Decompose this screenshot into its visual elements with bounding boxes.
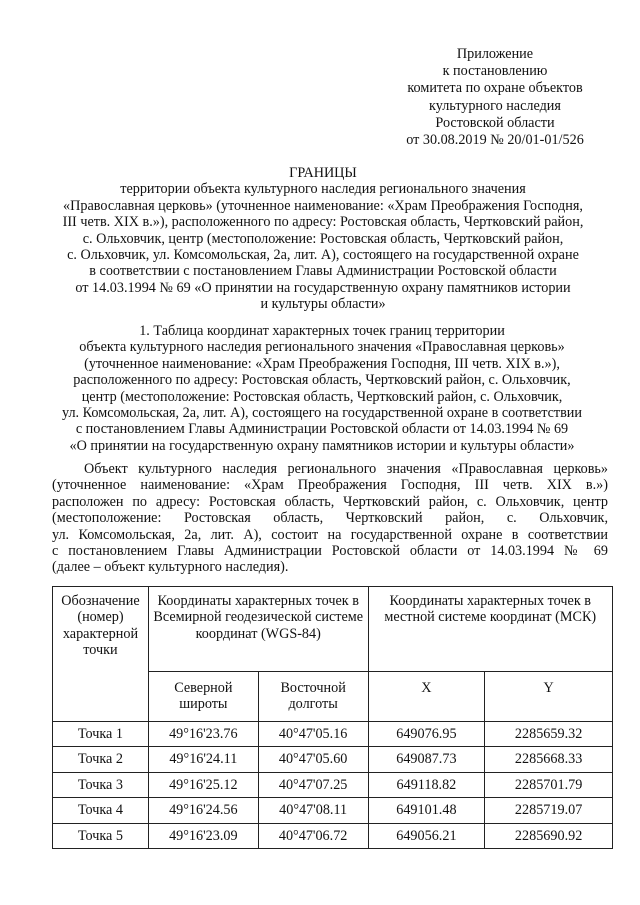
point-cell: Точка 4 bbox=[53, 798, 149, 823]
x-cell: 649056.21 bbox=[368, 823, 485, 848]
appendix-line: комитета по охране объектов bbox=[407, 80, 583, 97]
borders-line: III четв. XIX в.»), расположенного по адресу: Ростовская область, Чертковский район, bbox=[62, 214, 584, 231]
appendix-line: от 30.08.2019 № 20/01-01/526 bbox=[406, 132, 584, 149]
table-row bbox=[53, 798, 613, 823]
latitude-cell: 49°16'23.76 bbox=[148, 722, 258, 747]
appendix-line: к постановлению bbox=[442, 63, 548, 80]
table-title-line: объекта культурного наследия регионального значения «Православная церковь» bbox=[79, 339, 565, 356]
borders-line: от 14.03.1994 № 69 «О принятии на государственную охрану памятников истории bbox=[75, 279, 571, 296]
page-title: ГРАНИЦЫ bbox=[289, 165, 357, 181]
point-cell: Точка 2 bbox=[53, 747, 149, 772]
x-cell: 649118.82 bbox=[368, 772, 485, 797]
paragraph-line: с постановлением Главы Администрации Ростовской области от 14.03.1994 № 69 bbox=[52, 543, 608, 560]
paragraph-line: (далее – объект культурного наследия). bbox=[52, 559, 289, 576]
description-paragraph bbox=[52, 461, 608, 576]
longitude-cell: 40°47'06.72 bbox=[258, 823, 368, 848]
table-header-row bbox=[53, 587, 613, 672]
appendix-block bbox=[380, 46, 610, 149]
table-row bbox=[53, 772, 613, 797]
paragraph-line: Объект культурного наследия регионального значения «Православная церковь» bbox=[84, 461, 608, 477]
longitude-cell: 40°47'08.11 bbox=[258, 798, 368, 823]
borders-line: «Православная церковь» (уточненное наименование: «Храм Преображения Господня, bbox=[63, 197, 583, 214]
table-title-line: расположенного по адресу: Ростовская область, Чертковский район, с. Ольховчик, bbox=[73, 372, 571, 389]
borders-line: с. Ольховчик, ул. Комсомольская, 2а, лит. А), состоящего на государственной охране bbox=[67, 247, 579, 264]
x-cell: 649101.48 bbox=[368, 798, 485, 823]
table-title-line: центр (местоположение: Ростовская область, Чертковский район, с. Ольховчик, bbox=[81, 388, 563, 405]
paragraph-line: (местоположение: Ростовская область, Чертковский район, с. Ольховчик, bbox=[52, 510, 608, 527]
table-title-line: 1. Таблица координат характерных точек границ территории bbox=[139, 323, 505, 339]
msk-group-header: Координаты характерных точек в местной системе координат (МСК) bbox=[368, 587, 612, 672]
x-header: X bbox=[368, 672, 485, 722]
borders-title-block bbox=[40, 165, 606, 313]
point-cell: Точка 3 bbox=[53, 772, 149, 797]
table-title-line: с постановлением Главы Администрации Ростовской области от 14.03.1994 № 69 bbox=[75, 421, 569, 438]
x-cell: 649076.95 bbox=[368, 722, 485, 747]
y-cell: 2285668.33 bbox=[485, 747, 613, 772]
borders-line: и культуры области» bbox=[260, 296, 386, 313]
paragraph-line: ул. Комсомольская, 2а, лит. А), состоит на государственной охране в соответствии bbox=[52, 526, 608, 543]
latitude-cell: 49°16'23.09 bbox=[148, 823, 258, 848]
table-row bbox=[53, 823, 613, 848]
borders-line: в соответствии с постановлением Главы Администрации Ростовской области bbox=[89, 263, 557, 280]
borders-line: территории объекта культурного наследия регионального значения bbox=[120, 181, 526, 198]
point-column-header: Обозначение (номер) характерной точки bbox=[53, 587, 149, 722]
latitude-header: Северной широты bbox=[148, 672, 258, 722]
appendix-line: Приложение bbox=[456, 46, 534, 62]
longitude-cell: 40°47'05.60 bbox=[258, 747, 368, 772]
appendix-line: Ростовской области bbox=[435, 114, 555, 131]
longitude-header: Восточной долготы bbox=[258, 672, 368, 722]
table-row bbox=[53, 722, 613, 747]
latitude-cell: 49°16'24.56 bbox=[148, 798, 258, 823]
borders-line: с. Ольховчик, центр (местоположение: Ростовская область, Чертковский район, bbox=[82, 230, 564, 247]
table-title-block bbox=[30, 323, 614, 454]
y-header: Y bbox=[485, 672, 613, 722]
longitude-cell: 40°47'05.16 bbox=[258, 722, 368, 747]
y-cell: 2285701.79 bbox=[485, 772, 613, 797]
paragraph-line: (уточненное наименование: «Храм Преображения Господня, III четв. XIX в.») bbox=[52, 477, 608, 494]
latitude-cell: 49°16'25.12 bbox=[148, 772, 258, 797]
table-title-line: «О принятии на государственную охрану памятников истории и культуры области» bbox=[69, 437, 575, 454]
table-title-line: ул. Комсомольская, 2а, лит. А), состоящего на государственной охране в соответствии bbox=[62, 405, 582, 422]
coordinates-table bbox=[52, 586, 613, 849]
paragraph-line: расположен по адресу: Ростовская область, Чертковский район, с. Ольховчик, центр bbox=[52, 493, 608, 510]
wgs-group-header: Координаты характерных точек в Всемирной геодезической системе координат (WGS-84) bbox=[148, 587, 368, 672]
latitude-cell: 49°16'24.11 bbox=[148, 747, 258, 772]
point-cell: Точка 1 bbox=[53, 722, 149, 747]
table-title-line: (уточненное наименование: «Храм Преображения Господня, III четв. XIX в.»), bbox=[84, 355, 560, 372]
y-cell: 2285719.07 bbox=[485, 798, 613, 823]
point-cell: Точка 5 bbox=[53, 823, 149, 848]
table-row bbox=[53, 747, 613, 772]
x-cell: 649087.73 bbox=[368, 747, 485, 772]
appendix-line: культурного наследия bbox=[429, 97, 561, 114]
longitude-cell: 40°47'07.25 bbox=[258, 772, 368, 797]
y-cell: 2285690.92 bbox=[485, 823, 613, 848]
y-cell: 2285659.32 bbox=[485, 722, 613, 747]
